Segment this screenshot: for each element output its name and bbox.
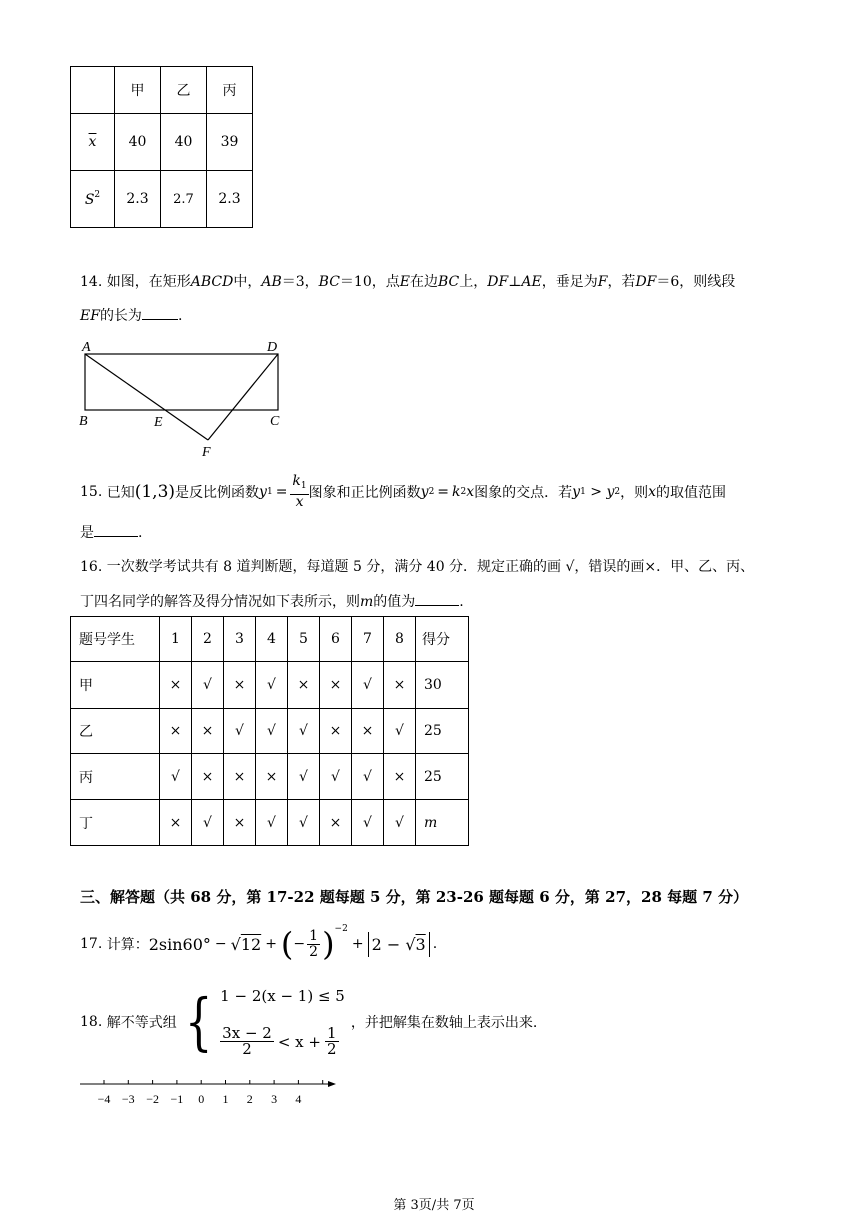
axis-arrow [328, 1081, 336, 1087]
inequality-2 [220, 1026, 345, 1057]
table2-header: 5 [288, 617, 320, 662]
q15-fraction [290, 474, 308, 510]
sqrt-12: √12 [230, 934, 262, 954]
q18-number: 18. [80, 1014, 103, 1030]
table2-header: 8 [384, 617, 416, 662]
table1-header-bing: 丙 [207, 67, 253, 114]
q16-text: 丁四名同学的解答及得分情况如下表所示，则 [80, 594, 360, 610]
table2-header: 4 [256, 617, 288, 662]
s-symbol: S [84, 192, 95, 208]
table2-score: m [416, 800, 469, 846]
q14-var: BC [437, 274, 460, 290]
number-line [78, 1076, 343, 1110]
label-e: E [154, 415, 163, 430]
q14-text: ＝6，则线段 [656, 274, 736, 290]
q15-sub: 1 [266, 487, 273, 497]
table2-cell: √ [352, 800, 384, 846]
q14-text: ＝10，点 [339, 274, 400, 290]
q15-number: 15. [80, 484, 103, 500]
rectangle-abcd [85, 354, 278, 410]
q17-op: − [293, 936, 306, 952]
q17-line [80, 922, 437, 966]
tick-label: 3 [271, 1092, 278, 1106]
table2-cell: × [320, 662, 352, 709]
q17-label: 计算： [106, 937, 149, 953]
q14-line1 [80, 271, 735, 291]
table2-cell: × [288, 662, 320, 709]
label-b: B [79, 414, 88, 429]
square-superscript: 2 [94, 190, 101, 200]
table2-cell: × [160, 709, 192, 754]
sqrt-radicand: 12 [240, 934, 262, 954]
tick-label: −1 [170, 1092, 184, 1106]
table2-cell: √ [320, 754, 352, 800]
table2-header: 题号学生 [71, 617, 160, 662]
q17-op: + [351, 936, 364, 952]
table2-cell: × [192, 754, 224, 800]
q15-gt: > [585, 484, 607, 500]
table2-cell: √ [160, 754, 192, 800]
table2-cell: × [224, 662, 256, 709]
q16-text: . [459, 594, 464, 610]
q14-var: ABCD [190, 274, 234, 290]
abs-value: 2 − √3 [368, 932, 430, 957]
q15-var: y [606, 484, 615, 500]
inequality-1: 1 − 2(x − 1) ≤ 5 [220, 987, 345, 1005]
table2-cell: × [256, 754, 288, 800]
table1-variance-label [71, 171, 115, 228]
q14-text: . [177, 308, 183, 324]
table1-mean-label [71, 114, 115, 171]
q15-text: 已知 [106, 485, 135, 501]
answer-blank[interactable] [142, 319, 178, 320]
abs-inner: 2 − [371, 934, 401, 954]
table2-cell: × [320, 800, 352, 846]
q18-fraction-1 [220, 1026, 274, 1057]
q16-line1 [80, 556, 754, 576]
q14-text: 中， [233, 274, 262, 290]
q15-line2 [80, 522, 142, 542]
q15-text: 是反比例函数 [175, 485, 260, 501]
table1-cell: 40 [161, 114, 207, 171]
q15-point: (1,3) [134, 482, 176, 502]
table1-cell: 2.7 [161, 171, 207, 228]
q18-fraction-2 [325, 1026, 339, 1057]
segment-af [85, 354, 208, 440]
table1-cell: 39 [207, 114, 253, 171]
q14-var: E [399, 274, 410, 290]
q14-var: AB [261, 274, 282, 290]
table2-cell: √ [288, 709, 320, 754]
q15-var: y [259, 484, 267, 500]
q18-op: < x + [277, 1032, 321, 1051]
table1-cell: 2.3 [207, 171, 253, 228]
variance-table [70, 66, 253, 228]
q15-var: k [292, 473, 301, 489]
table2-cell: × [224, 754, 256, 800]
table2-header: 6 [320, 617, 352, 662]
q14-text: ⊥ [508, 274, 522, 290]
table2-header: 1 [160, 617, 192, 662]
section-title: 三、解答题（共 68 分，第 17-22 题每题 5 分，第 23-26 题每题 6 分，第 27，28 每题 7 分） [80, 888, 748, 906]
table2-cell: √ [256, 800, 288, 846]
table1-header-yi: 乙 [161, 67, 207, 114]
q15-text: ，则 [620, 485, 649, 501]
table2-cell: × [384, 754, 416, 800]
q14-number: 14. [80, 274, 103, 290]
q14-var: DF [635, 274, 657, 290]
table1-cell: 40 [115, 114, 161, 171]
page-footer: 第 3页/共 7页 [393, 1198, 475, 1213]
frac-den: 2 [309, 943, 319, 960]
table2-header: 得分 [416, 617, 469, 662]
q15-text: . [138, 525, 143, 541]
table2-cell: √ [384, 800, 416, 846]
label-d: D [267, 340, 278, 355]
q14-var: F [597, 274, 608, 290]
table1-cell: 2.3 [115, 171, 161, 228]
q15-sub: 1 [300, 481, 307, 491]
q15-var: k [452, 484, 461, 500]
label-c: C [270, 414, 280, 429]
q18-line [80, 986, 537, 1058]
table2-cell: √ [288, 754, 320, 800]
frac-den: 2 [242, 1040, 252, 1058]
q14-text: ，垂足为 [541, 274, 598, 290]
q17-op: + [265, 936, 277, 952]
table2-cell: √ [192, 800, 224, 846]
table2-header: 7 [352, 617, 384, 662]
q17-number: 17. [80, 936, 103, 952]
tick-label: 2 [246, 1092, 253, 1106]
frac-num: 1 [309, 927, 319, 944]
q15-sub: 2 [460, 487, 467, 497]
table2-score: 25 [416, 754, 469, 800]
table2-cell: × [224, 800, 256, 846]
table2-header: 3 [224, 617, 256, 662]
q14-text: ＝3， [281, 274, 319, 290]
label-a: A [82, 340, 91, 355]
table2-student: 丁 [71, 800, 160, 846]
q14-text: 如图，在矩形 [106, 274, 191, 290]
table2-student: 丙 [71, 754, 160, 800]
q14-var: AE [521, 274, 542, 290]
q14-var: DF [487, 274, 509, 290]
inequality-system [220, 987, 345, 1057]
q17-end: . [432, 936, 438, 952]
table2-cell: √ [224, 709, 256, 754]
table2-cell: × [384, 662, 416, 709]
q18-tail: ，并把解集在数轴上表示出来. [350, 1015, 538, 1031]
q15-line1 [80, 474, 726, 510]
q14-text: 的长为 [99, 308, 142, 324]
table2-score: 30 [416, 662, 469, 709]
answer-blank[interactable] [415, 605, 459, 606]
table2-student: 甲 [71, 662, 160, 709]
tick-label: −4 [97, 1092, 111, 1106]
q16-text: 一次数学考试共有 8 道判断题，每道题 5 分，满分 40 分．规定正确的画 √，错误的画×．甲、乙、丙、 [106, 559, 755, 575]
right-paren: ) [322, 925, 335, 963]
table2-cell: √ [352, 754, 384, 800]
table2-cell: × [160, 662, 192, 709]
tick-label: 1 [222, 1092, 229, 1106]
tick-label: 4 [295, 1092, 302, 1106]
table1-header-jia: 甲 [115, 67, 161, 114]
table2-cell: √ [352, 662, 384, 709]
x-bar-symbol: $\overline{x}$ [88, 134, 97, 150]
table2-header: 2 [192, 617, 224, 662]
q15-sub: 2 [428, 487, 435, 497]
q15-var: x [295, 494, 304, 510]
label-f: F [202, 445, 211, 460]
table2-cell: × [160, 800, 192, 846]
table2-cell: √ [288, 800, 320, 846]
table2-cell: × [352, 709, 384, 754]
frac-den: 2 [326, 1040, 337, 1058]
q14-var: EF [80, 308, 100, 324]
answers-table [70, 616, 469, 846]
q15-text: 图象的交点．若 [474, 485, 573, 501]
table1-header-empty [71, 67, 115, 114]
left-paren: ( [280, 925, 294, 963]
table2-student: 乙 [71, 709, 160, 754]
q15-eq: = [437, 484, 450, 500]
q14-text: ，若 [607, 274, 636, 290]
q14-line2 [80, 305, 182, 325]
table2-cell: × [320, 709, 352, 754]
table2-cell: × [192, 709, 224, 754]
q14-text: 在边 [409, 274, 438, 290]
tick-label: −3 [121, 1092, 135, 1106]
q15-var: y [572, 484, 581, 500]
q16-var: m [360, 594, 374, 610]
q17-op: − [214, 936, 227, 952]
q15-var: x [466, 484, 475, 500]
table2-cell: √ [384, 709, 416, 754]
q14-var: BC [318, 274, 340, 290]
q17-exponent: −2 [334, 924, 348, 934]
q15-sub: 1 [580, 487, 586, 497]
table2-cell: √ [256, 709, 288, 754]
q16-text: 的值为 [373, 594, 416, 610]
table2-score: 25 [416, 709, 469, 754]
q14-text: 上， [459, 274, 488, 290]
sqrt-radicand: 3 [415, 934, 426, 954]
q17-fraction [307, 929, 320, 960]
q15-text: 的取值范围 [656, 485, 727, 501]
tick-label: 0 [198, 1092, 205, 1106]
q16-line2 [80, 591, 464, 611]
q18-label: 解不等式组 [106, 1015, 177, 1031]
system-brace: { [184, 985, 213, 1058]
table2-cell: √ [256, 662, 288, 709]
q15-text: 图象和正比例函数 [308, 485, 421, 501]
q17-term: 2sin60° [148, 934, 211, 954]
frac-num: 3x − 2 [222, 1024, 272, 1042]
table2-cell: √ [192, 662, 224, 709]
tick-label: −2 [146, 1092, 159, 1106]
answer-blank[interactable] [94, 536, 138, 537]
q15-sub: 2 [614, 487, 621, 497]
rectangle-figure [74, 336, 294, 460]
q15-var: x [648, 484, 657, 500]
frac-num: 1 [326, 1024, 337, 1042]
q15-var: y [420, 484, 429, 500]
segment-df [208, 354, 278, 440]
q15-eq: = [275, 484, 288, 500]
q15-text: 是 [80, 525, 94, 541]
q16-number: 16. [80, 559, 103, 575]
